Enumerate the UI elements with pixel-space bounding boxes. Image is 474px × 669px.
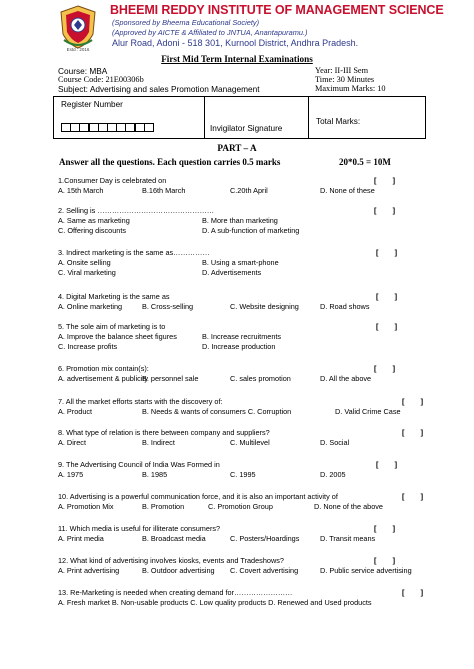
answer-option: A. Onsite selling [58, 258, 111, 267]
answer-option: A. Fresh market B. Non-usable products C. Low quality products D. Renewed and Used products [58, 598, 372, 607]
answer-option: C. Viral marketing [58, 268, 116, 277]
answer-option: A. Print advertising [58, 566, 120, 575]
answer-option: D. Advertisements [202, 268, 262, 277]
time: Time: 30 Minutes [315, 75, 375, 84]
answer-option: B. Using a smart-phone [202, 258, 279, 267]
answer-option: B. Indirect [142, 438, 175, 447]
year: Year: II-III Sem [315, 66, 369, 75]
question-text: 7. All the market efforts starts with the discovery of: [58, 397, 223, 406]
institute-address: Alur Road, Adoni - 518 301, Kurnool District, Andhra Pradesh. [112, 38, 359, 48]
answer-option: D. None of the above [314, 502, 383, 511]
approval-line: (Approved by AICTE & Affiliated to JNTUA, Anantapuramu.) [112, 28, 308, 37]
answer-bracket[interactable]: [ ] [376, 460, 398, 469]
answer-option: A. Print media [58, 534, 104, 543]
answer-option: C. Multilevel [230, 438, 270, 447]
answer-option: D. Road shows [320, 302, 370, 311]
answer-option: A. Same as marketing [58, 216, 130, 225]
answer-option: A. Improve the balance sheet figures [58, 332, 177, 341]
answer-bracket[interactable]: [ ] [374, 206, 396, 215]
answer-option: C. Promotion Group [208, 502, 273, 511]
answer-option: A. Online marketing [58, 302, 123, 311]
question-text: 11. Which media is useful for illiterate consumers? [58, 524, 221, 533]
answer-option: C. Increase profits [58, 342, 118, 351]
answer-option: C. 1995 [230, 470, 256, 479]
answer-option: D. 2005 [320, 470, 346, 479]
course: Course: MBA [58, 66, 108, 76]
answer-option: B. Cross-selling [142, 302, 194, 311]
register-number-label: Register Number [61, 100, 123, 109]
invigilator-signature-label: Invigilator Signature [210, 124, 283, 133]
question-text: 12. What kind of advertising involves kiosks, events and Tradeshows? [58, 556, 284, 565]
answer-option: C.20th April [230, 186, 268, 195]
answer-bracket[interactable]: [ ] [376, 322, 398, 331]
question-text: 3. Indirect marketing is the same as…………… [58, 248, 210, 257]
invigilator-cell [205, 97, 309, 138]
register-number-boxes[interactable] [61, 123, 153, 132]
question-text: 8. What type of relation is there between company and suppliers? [58, 428, 270, 437]
answer-option: A. advertisement & publicity [58, 374, 149, 383]
answer-option: A. Direct [58, 438, 86, 447]
answer-option: D. Social [320, 438, 350, 447]
sponsor-line: (Sponsored by Bheema Educational Society) [112, 18, 260, 27]
answer-option: C. Covert advertising [230, 566, 299, 575]
register-number-cell [54, 97, 205, 138]
register-digit-box[interactable] [144, 123, 154, 132]
answer-option: A. Product [58, 407, 93, 416]
answer-option: D. Transit means [320, 534, 376, 543]
answer-option: A. 1975 [58, 470, 84, 479]
answer-option: B.16th March [142, 186, 186, 195]
answer-option: B. Promotion [142, 502, 185, 511]
instructions: Answer all the questions. Each question carries 0.5 marks [59, 157, 281, 167]
answer-bracket[interactable]: [ ] [374, 176, 396, 185]
answer-bracket[interactable]: [ ] [402, 428, 424, 437]
answer-option: C. Posters/Hoardings [230, 534, 300, 543]
answer-bracket[interactable]: [ ] [376, 248, 398, 257]
answer-option: B. Broadcast media [142, 534, 206, 543]
answer-option: C. Offering discounts [58, 226, 127, 235]
answer-option: D. All the above [320, 374, 372, 383]
answer-option: D. A sub-function of marketing [202, 226, 300, 235]
answer-bracket[interactable]: [ ] [374, 364, 396, 373]
answer-option: B. More than marketing [202, 216, 278, 225]
answer-option: B. personnel sale [142, 374, 199, 383]
answer-option: B. 1985 [142, 470, 168, 479]
answer-option: A. 15th March [58, 186, 104, 195]
answer-option: B. Outdoor advertising [142, 566, 215, 575]
answer-option: D. Public service advertising [320, 566, 412, 575]
answer-bracket[interactable]: [ ] [402, 492, 424, 501]
part-title: PART – A [217, 143, 257, 153]
answer-option: C. sales promotion [230, 374, 291, 383]
question-text: 9. The Advertising Council of India Was Formed in [58, 460, 220, 469]
course-code: Course Code: 21E00306b [58, 75, 144, 84]
answer-bracket[interactable]: [ ] [374, 524, 396, 533]
answer-option: A. Promotion Mix [58, 502, 114, 511]
answer-bracket[interactable]: [ ] [402, 588, 424, 597]
marks-formula: 20*0.5 = 10M [339, 157, 391, 167]
question-text: 10. Advertising is a powerful communication force, and it is also an important activity of [58, 492, 338, 501]
institute-name: BHEEMI REDDY INSTITUTE OF MANAGEMENT SCIENCE [110, 3, 444, 17]
total-marks-label: Total Marks: [316, 117, 361, 126]
question-text: 1.Consumer Day is celebrated on [58, 176, 167, 185]
answer-option: D. None of these [320, 186, 375, 195]
logo-established-text: Estd : 2016 [66, 47, 90, 52]
register-table [53, 96, 426, 139]
max-marks: Maximum Marks: 10 [315, 84, 386, 93]
question-text: 4. Digital Marketing is the same as [58, 292, 170, 301]
answer-option: D. Increase production [202, 342, 276, 351]
answer-bracket[interactable]: [ ] [374, 556, 396, 565]
question-text: 13. Re-Marketing is needed when creating demand for…………………… [58, 588, 293, 597]
question-text: 6. Promotion mix contain(s): [58, 364, 149, 373]
answer-option: D. Valid Crime Case [335, 407, 401, 416]
answer-bracket[interactable]: [ ] [402, 397, 424, 406]
answer-option: B. Needs & wants of consumers C. Corruption [142, 407, 292, 416]
institute-logo-icon [58, 4, 98, 50]
subject: Subject: Advertising and sales Promotion Management [58, 84, 260, 94]
question-text: 5. The sole aim of marketing is to [58, 322, 166, 331]
answer-bracket[interactable]: [ ] [376, 292, 398, 301]
exam-title: First Mid Term Internal Examinations [161, 54, 313, 64]
question-text: 2. Selling is ………………………………………… [58, 206, 215, 215]
answer-option: C. Website designing [230, 302, 299, 311]
answer-option: B. Increase recruitments [202, 332, 282, 341]
